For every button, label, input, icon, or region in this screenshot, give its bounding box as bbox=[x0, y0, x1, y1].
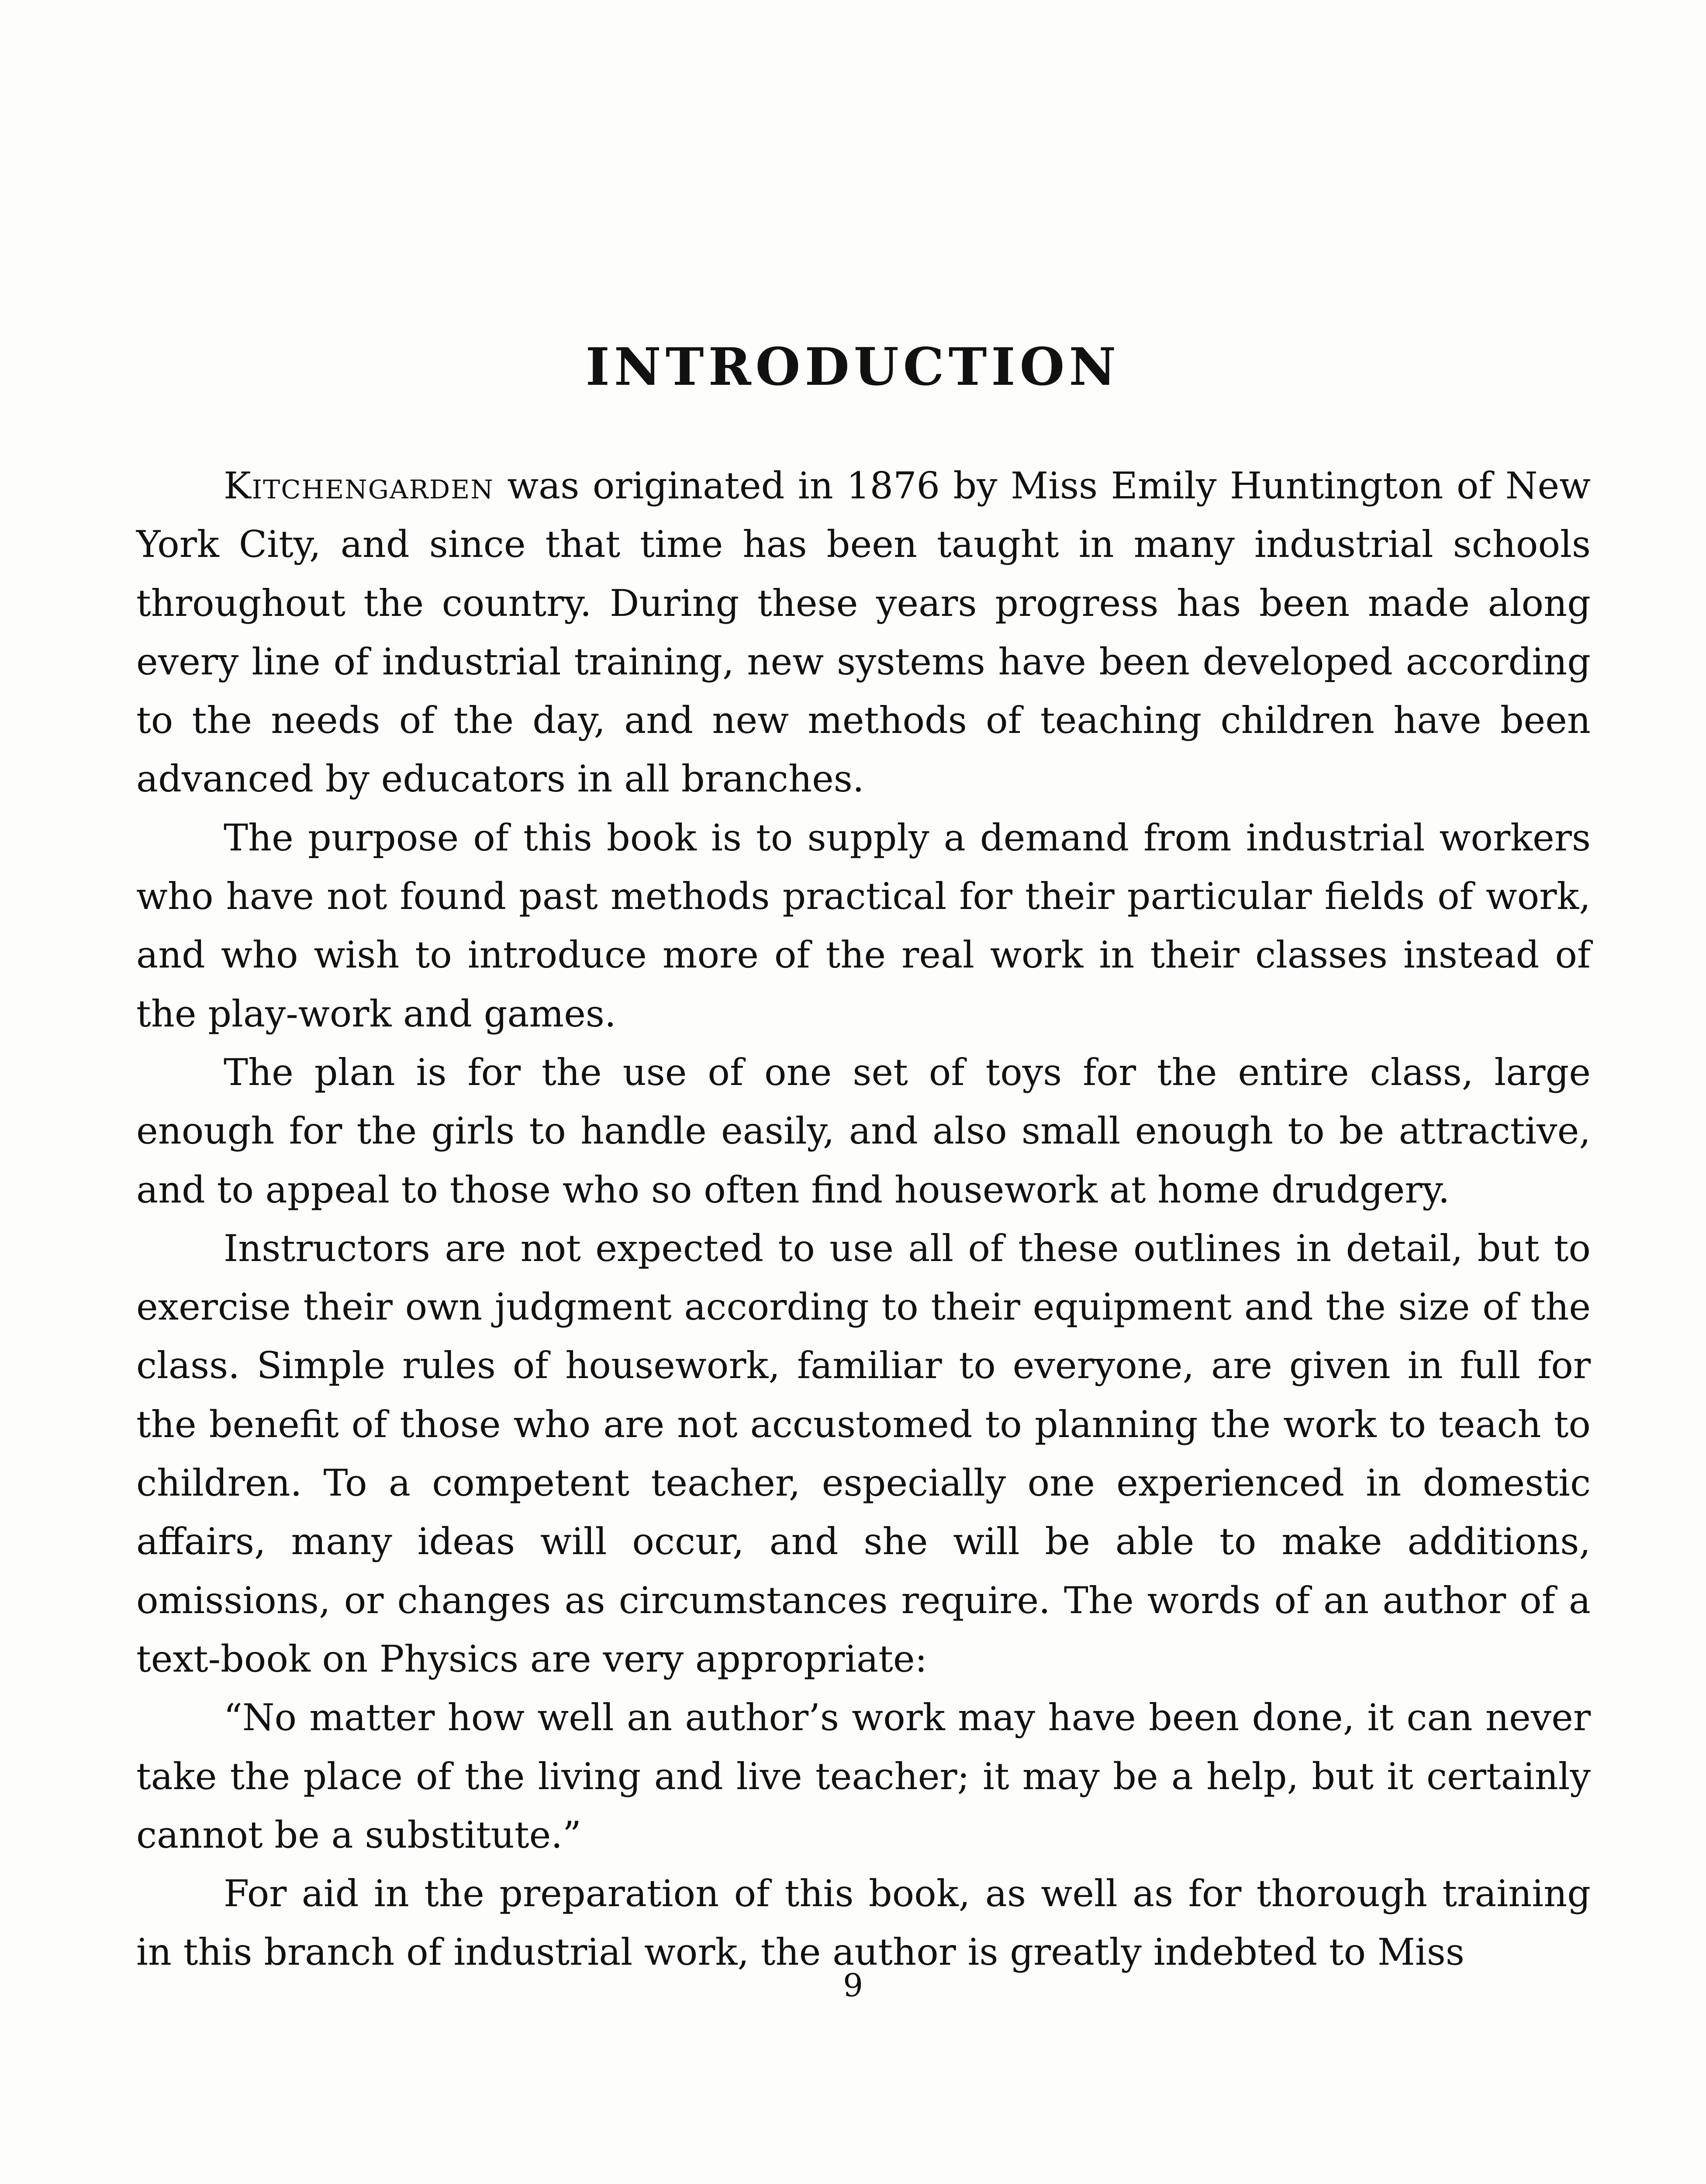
paragraph-1 bbox=[136, 456, 1591, 809]
page-number: 9 bbox=[843, 1967, 863, 2004]
paragraph-lead-word: Kitchengarden bbox=[224, 464, 494, 507]
introduction-body bbox=[136, 456, 1591, 1982]
paragraph-3: The plan is for the use of one set of toys for the entire class, large enough for the girls to handle easily, and also small enough to be attractive, and to appeal to those who so often find housework at home drudgery. bbox=[136, 1051, 1591, 1211]
paragraph-4: Instructors are not expected to use all of these outlines in detail, but to exercise their own judgment according to their equipment and the size of the class. Simple rules of housework, familiar to everyone, are given in full for the benefit of those who are not accustomed to planning the work to teach to children. To a competent teacher, especially one experienced in domestic affairs, many ideas will occur, and she will be able to make additions, omissions, or changes as circumstances require. The words of an author of a text-book on Physics are very appropriate: bbox=[136, 1227, 1591, 1680]
paragraph-2: The purpose of this book is to supply a demand from industrial workers who have not found past methods practical for their particular fields of work, and who wish to introduce more of the real work in their classes instead of the play-work and games. bbox=[136, 816, 1591, 1035]
paragraph-quotation: “No matter how well an author’s work may have been done, it can never take the place of the living and live teacher; it may be a help, but it certainly cannot be a substitute.” bbox=[136, 1696, 1591, 1856]
paragraph-6: For aid in the preparation of this book, as well as for thorough training in this branch of industrial work, the author is greatly indebted to Miss bbox=[136, 1872, 1591, 1974]
paragraph-text: was originated in 1876 by Miss Emily Huntington of New York City, and since that time has been taught in many industrial schools throughout the country. During these years progress has been made along every line of industrial training, new systems have been developed according to the needs of the day, and new methods of teaching children have been advanced by educators in all branches. bbox=[136, 464, 1591, 801]
page-title: INTRODUCTION bbox=[585, 336, 1121, 397]
